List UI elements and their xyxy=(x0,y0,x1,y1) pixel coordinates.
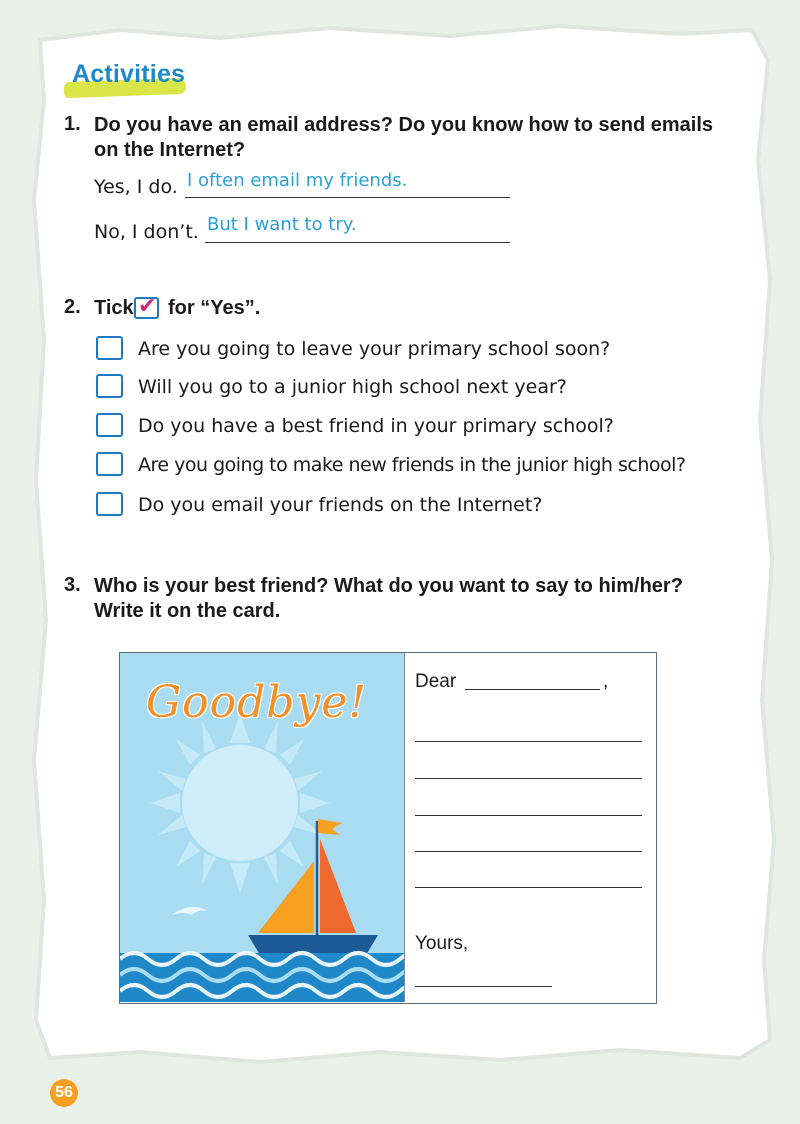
checkbox-item-5[interactable] xyxy=(96,492,123,516)
card-recipient-line[interactable] xyxy=(465,689,600,690)
q1-yes-answer-line[interactable] xyxy=(185,197,510,198)
checklist-item-3: Do you have a best friend in your primary school? xyxy=(138,415,614,437)
q2-tick-word: Tick xyxy=(94,297,134,319)
q2-for-yes: for “Yes”. xyxy=(168,297,261,319)
checkbox-item-3[interactable] xyxy=(96,413,123,437)
checkbox-item-2[interactable] xyxy=(96,374,123,398)
page-number: 56 xyxy=(50,1079,78,1107)
sun-icon xyxy=(150,713,330,893)
card-message-line-2[interactable] xyxy=(415,778,642,779)
q2-sample-tick-box xyxy=(134,294,159,323)
section-title: Activities xyxy=(72,60,186,88)
q1-yes-answer: I often email my friends. xyxy=(187,170,408,191)
card-title: Goodbye! xyxy=(146,677,368,728)
dolphin-icon xyxy=(172,907,208,915)
checkbox-item-1[interactable] xyxy=(96,336,123,360)
card-closing: Yours, xyxy=(415,933,469,954)
q1-question-line2: on the Internet? xyxy=(94,139,246,161)
card-message-line-3[interactable] xyxy=(415,815,642,816)
q1-no-answer-line[interactable] xyxy=(205,242,510,243)
checklist-item-1: Are you going to leave your primary school soon? xyxy=(138,338,611,360)
sail-left-icon xyxy=(258,861,314,933)
flag-icon xyxy=(318,819,342,835)
checkbox-item-4[interactable] xyxy=(96,452,123,476)
goodbye-card xyxy=(119,652,657,1004)
card-dear: Dear xyxy=(415,671,457,692)
card-comma: , xyxy=(603,671,609,692)
q3-number: 3. xyxy=(64,574,81,596)
q3-question-line2: Write it on the card. xyxy=(94,600,281,622)
checklist-item-2: Will you go to a junior high school next year? xyxy=(138,376,567,398)
card-message-line-5[interactable] xyxy=(415,887,642,888)
card-signature-line[interactable] xyxy=(415,986,552,987)
q1-number: 1. xyxy=(64,113,81,135)
sail-right-icon xyxy=(320,839,356,933)
q1-yes-prompt: Yes, I do. xyxy=(94,176,178,198)
q1-question-line1: Do you have an email address? Do you know how to send emails xyxy=(94,114,714,136)
q1-no-answer: But I want to try. xyxy=(207,214,357,235)
card-message-line-4[interactable] xyxy=(415,851,642,852)
card-message-line-1[interactable] xyxy=(415,741,642,742)
q3-question-line1: Who is your best friend? What do you want to say to him/her? xyxy=(94,575,683,597)
q2-number: 2. xyxy=(64,296,81,318)
card-illustration xyxy=(120,653,405,1002)
check-mark-icon: ✔ xyxy=(138,294,157,319)
q1-no-prompt: No, I don’t. xyxy=(94,221,199,243)
checklist-item-5: Do you email your friends on the Internet? xyxy=(138,494,543,516)
checklist-item-4: Are you going to make new friends in the junior high school? xyxy=(138,454,686,476)
